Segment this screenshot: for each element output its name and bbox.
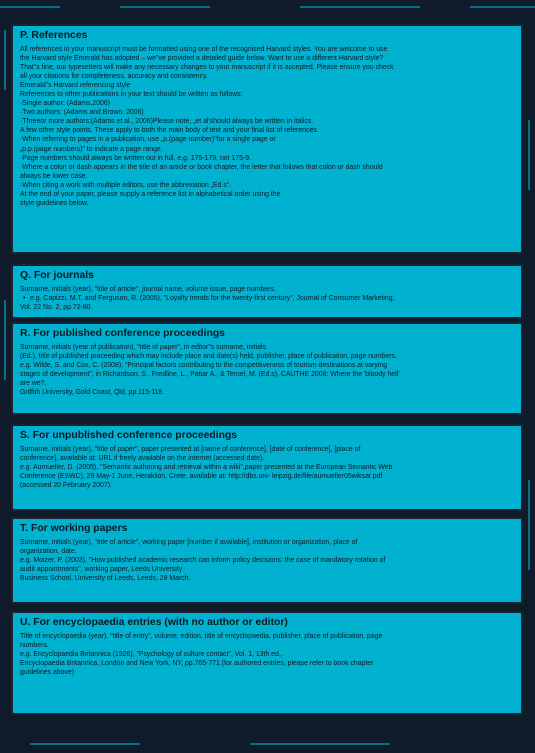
body-line: Conference (ESWC), 29 May-1 June, Heraklion, Crete, available at: http://dbs.uni- leipzig.de/file/aumueller05wiksar.pdf [20,472,383,480]
body-line: That"s fine, our typesetters will make any necessary changes to your manuscript if it is accepted. Please ensure you check [20,63,394,71]
section-title: Q. For journals [20,270,94,281]
body-line: ·When citing a work with multiple editors, use the abbreviation „Ed.s". [20,181,232,189]
decorative-dash [250,743,390,745]
published-proceedings-panel [11,322,523,415]
body-line: Surname, initials (year of publication), "title of paper", in editor"s surname, initials [20,343,266,351]
body-line: numbers. [20,641,49,649]
body-line: e.g. Moizer, P. (2003), "How published academic research can inform policy decisions: the case of mandatory rotation of [20,556,386,564]
decorative-dash [120,6,210,8]
body-line: ·Threeor more authors:(Adams et al., 2006)Please note, „et al'should always be written in italics. [20,118,314,126]
decorative-dash [528,480,530,570]
body-line: All references in your manuscript must be formatted using one of the recognised Harvard styles. You are welcome to use [20,45,388,53]
body-line: Encyclopaedia Britannica, London and New York, NY, pp.765-771.(for authored entries, please refer to book chapter [20,659,374,667]
decorative-dash [528,120,530,190]
body-line: stages of development", in Richardson, S., Fredline, L., Patiar A., & Ternel, M. (Ed.s), CAUTHE 2008: Where the 'bloody hell' [20,370,400,378]
body-line: e.g. Encyclopaedia Britannica (1926), "Psychology of culture contact", Vol. 1, 13th ed., [20,650,283,658]
decorative-dash [300,6,420,8]
journals-panel [11,264,523,319]
encyclopaedia-panel [11,611,523,715]
body-line: conference], available at: URL if freely available on the internet (accessed date). [20,454,265,462]
section-title: S. For unpublished conference proceedings [20,430,238,441]
body-line: Surname, initials (year), "title of paper", paper presented at [name of conference], [date of conference], [place of [20,445,361,453]
body-line: guidelines above) [20,668,75,676]
body-line: e.g. Aumueller, D. (2005), "Semantic authoring and retrieval within a wiki",paper presented at the European Semantic Web [20,463,393,471]
section-title: T. For working papers [20,523,128,534]
body-line: ·Two authors: (Adams and Brown, 2006) [20,109,144,117]
body-line: audit appointments", working paper, Leeds University [20,565,183,573]
decorative-dash [4,30,6,90]
body-line: Surname, initials (year), "title of article", journal name, volume issue, page numbers. [20,285,276,293]
section-title: U. For encyclopaedia entries (with no author or editor) [20,617,288,628]
body-line: A few other style points. These apply to both the main body of text and your final list of references. [20,127,319,135]
body-line: e.g. Wilde, S. and Cox, C. (2008), "Principal factors contributing to the competitiveness of tourism destinations at varying [20,361,388,369]
body-line: style guidelines below. [20,200,89,208]
body-line: Business School, University of Leeds, Leeds, 28 March. [20,574,191,582]
body-line: all your citations for completeness, accuracy and consistency. [20,72,208,80]
body-line: Emerald"s Harvard referencing style [20,81,131,89]
body-line: are we?, [20,379,47,387]
body-line: Title of encyclopaedia (year), "title of entry", volume, edition, title of encyclopaedia, publisher, place of publication, page [20,632,383,640]
example-bullet: • e.g. Capizzi, M.T. and Ferguson, R. (2005), "Loyalty trends for the twenty-first century", Journal of Consumer Marketing, [20,294,515,303]
body-line: ·Single author: (Adams,2006) [20,100,111,108]
decorative-dash [30,743,140,745]
body-line: Vol. 22 No. 2, pp.72-80. [20,303,93,311]
references-panel [11,24,523,254]
body-line: Griffith University, Gold Coast, Qld, pp.115-118. [20,388,165,396]
body-line: ·When referring to pages in a publication, use „p.(page number)"for a single page or [20,136,276,144]
body-line: always be lower case. [20,172,88,180]
working-papers-panel [11,517,523,604]
body-line: (Ed.), title of published proceeding which may include place and date(s) held, publisher, place of publication, page numbers. [20,352,397,360]
body-line: ·Page numbers should always be written out in full, e.g. 175-179, not 175-9. [20,154,251,162]
body-line: the Harvard style Emerald has adopted – we"ve provided a detailed guide below. Want to use a different Harvard style? [20,54,384,62]
body-line: „p.p.(page numbers)" to indicate a page range. [20,145,163,153]
decorative-dash [470,6,535,8]
body-line: organization, date. [20,547,77,555]
section-title: R. For published conference proceedings [20,328,225,339]
body-line: Surname, initials (year), "title of article", working paper [number if available], institution or organization, place of [20,538,358,546]
decorative-dash [4,300,6,380]
body-line: References to other publications in your text should be written as follows: [20,90,243,98]
body-line: At the end of your paper, please supply a reference list in alphabetical order using the [20,191,281,198]
body-line: (accessed 20 February 2007). [20,481,112,489]
decorative-dash [0,6,60,8]
body-line: ·Where a colon or dash appears in the title of an article or book chapter, the letter that follows that colon or dash should [20,163,383,171]
unpublished-proceedings-panel [11,424,523,511]
section-title: P. References [20,30,88,41]
